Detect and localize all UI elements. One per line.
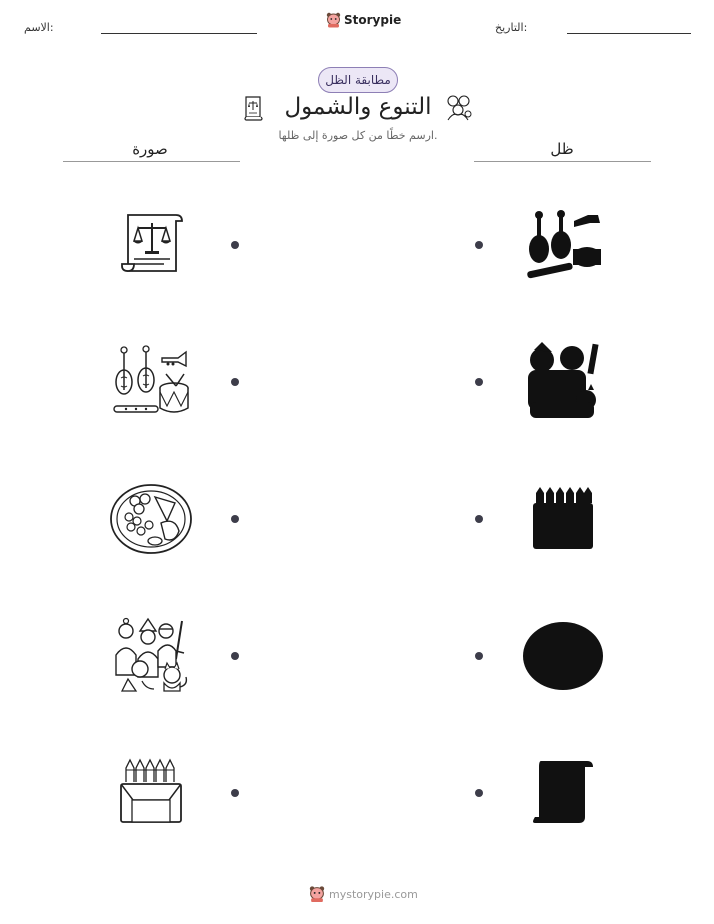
- shadows-column-header: ظل: [550, 140, 574, 158]
- activity-badge: مطابقة الظل: [318, 67, 398, 93]
- shadow-connector-dot-4[interactable]: [475, 652, 483, 660]
- bear-icon: [309, 885, 325, 903]
- crayon-box-shadow: [530, 485, 596, 551]
- crayon-box-picture: [118, 758, 184, 826]
- date-field-line[interactable]: [567, 33, 691, 34]
- pictures-column-underline: [63, 161, 240, 162]
- food-plate-shadow: [521, 620, 605, 692]
- date-label: التاريخ:: [495, 21, 528, 34]
- picture-connector-dot-5[interactable]: [231, 789, 239, 797]
- scroll-shadow: [533, 759, 595, 825]
- page-title: التنوع والشمول: [284, 94, 432, 120]
- picture-connector-dot-1[interactable]: [231, 241, 239, 249]
- bear-icon: [326, 12, 341, 28]
- instructions: ارسم خطًا من كل صورة إلى ظلها.: [278, 129, 438, 142]
- name-field-line[interactable]: [101, 33, 257, 34]
- musical-instruments-picture: [110, 344, 192, 418]
- shadow-connector-dot-5[interactable]: [475, 789, 483, 797]
- picture-connector-dot-3[interactable]: [231, 515, 239, 523]
- scales-of-justice-scroll-picture: [120, 211, 184, 279]
- diverse-group-shadow: [524, 342, 600, 420]
- picture-connector-dot-4[interactable]: [231, 652, 239, 660]
- brand-logo: [326, 12, 401, 28]
- shadow-connector-dot-3[interactable]: [475, 515, 483, 523]
- footer-url[interactable]: mystorypie.com: [329, 887, 418, 901]
- group-icon: [444, 92, 474, 122]
- pictures-column-header: صورة: [132, 140, 168, 158]
- footer: [309, 885, 418, 903]
- food-plate-picture: [109, 483, 193, 555]
- diverse-group-picture: [112, 617, 190, 695]
- shadows-column-underline: [474, 161, 651, 162]
- scroll-icon: [243, 95, 265, 121]
- shadow-connector-dot-1[interactable]: [475, 241, 483, 249]
- musical-instruments-shadow: [524, 209, 604, 281]
- name-label: الاسم:: [24, 21, 54, 34]
- shadow-connector-dot-2[interactable]: [475, 378, 483, 386]
- brand-name: Storypie: [344, 13, 402, 27]
- picture-connector-dot-2[interactable]: [231, 378, 239, 386]
